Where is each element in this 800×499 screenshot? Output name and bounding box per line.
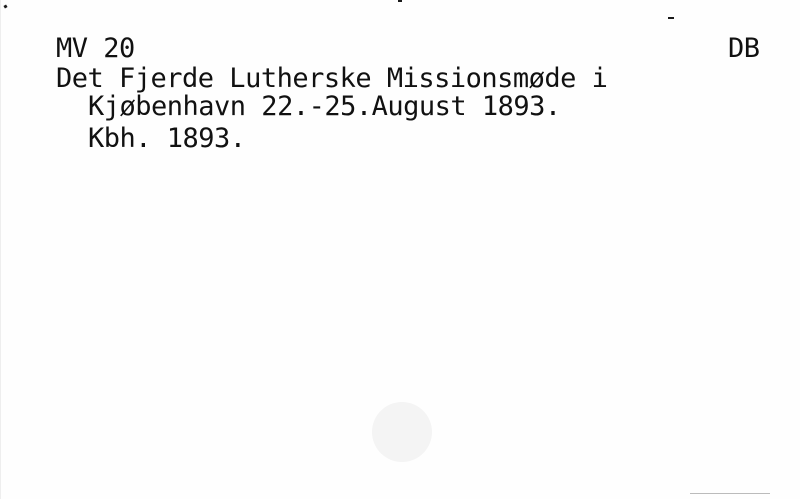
title-line-1: Det Fjerde Lutherske Missionsmøde i: [56, 63, 608, 94]
imprint: Kbh. 1893.: [88, 123, 246, 154]
call-number: MV 20: [56, 33, 135, 64]
ink-speck: [668, 17, 674, 19]
punch-hole: [372, 402, 432, 462]
location-code: DB: [728, 33, 760, 64]
ink-speck: [398, 0, 402, 2]
bottom-edge-mark: [690, 493, 770, 494]
title-line-2: Kjøbenhavn 22.-25.August 1893.: [88, 91, 561, 122]
ink-speck: [3, 4, 7, 8]
card-edge: [0, 0, 1, 499]
